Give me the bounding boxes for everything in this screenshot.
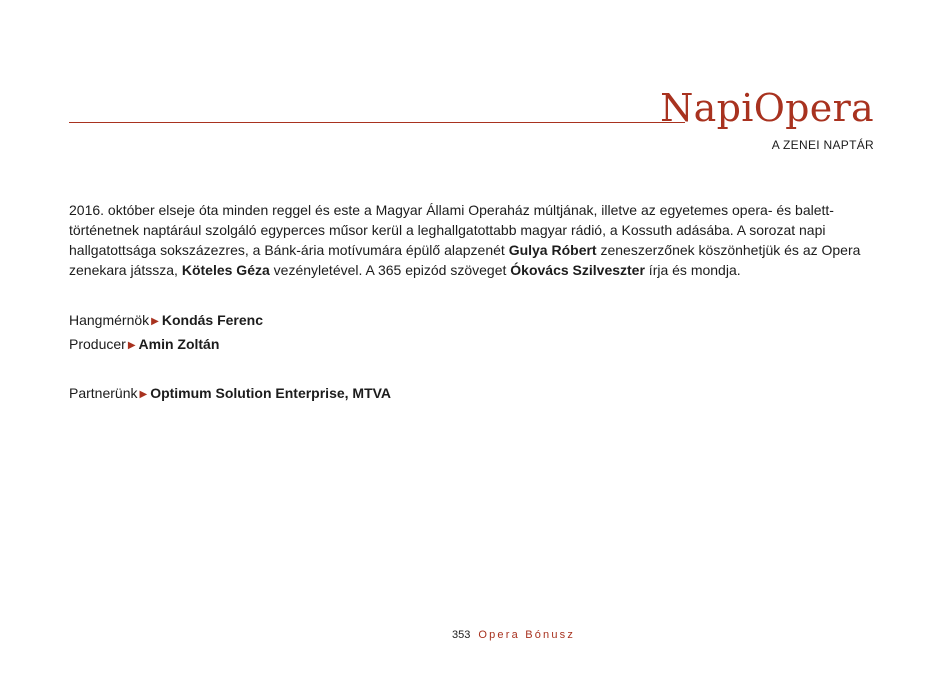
- section-name: Opera Bónusz: [478, 629, 576, 641]
- intro-text-1: 2016. október elseje óta minden reggel és este a Magyar Állami Operaház múltjának, illetve az egyetemes opera- és balett-történetnek naptárául szolgáló egyperces műsor kerül a leghallgatottabb magyar rádió, a Kossuth adásába. A sorozat napi hallgatottsága sokszázezres, a Bánk-ária motívumára épülő alapzenét: [69, 202, 834, 258]
- brand-title: NapiOpera: [660, 86, 874, 130]
- engineer-label: Hangmérnök: [69, 312, 150, 328]
- intro-text-3: vezényletével. A 365 epizód szöveget: [269, 262, 511, 278]
- intro-text-4: írja és mondja.: [644, 262, 741, 278]
- engineer-name: Kondás Ferenc: [161, 312, 263, 328]
- credit-producer: [69, 335, 219, 355]
- arrow-right-icon: ▶: [151, 316, 159, 327]
- credit-partner: [69, 384, 391, 404]
- page-footer: [452, 628, 575, 642]
- arrow-right-icon: ▶: [139, 389, 148, 400]
- author-name: Ókovács Szilveszter: [510, 262, 645, 278]
- composer-name: Gulya Róbert: [508, 242, 597, 258]
- arrow-right-icon: ▶: [127, 340, 136, 351]
- partner-name: Optimum Solution Enterprise, MTVA: [150, 385, 392, 401]
- page-number: 353: [452, 629, 471, 641]
- header-rule: [69, 122, 685, 123]
- brand-subtitle: A ZENEI NAPTÁR: [771, 138, 874, 152]
- producer-name: Amin Zoltán: [138, 336, 220, 352]
- credit-engineer: [69, 311, 263, 331]
- partner-label: Partnerünk: [69, 385, 138, 401]
- intro-text-2: zeneszerzőnek köszönhetjük és az Opera zenekara játssza,: [69, 242, 861, 278]
- conductor-name: Köteles Géza: [181, 262, 270, 278]
- producer-label: Producer: [69, 336, 126, 352]
- intro-paragraph: [69, 200, 879, 280]
